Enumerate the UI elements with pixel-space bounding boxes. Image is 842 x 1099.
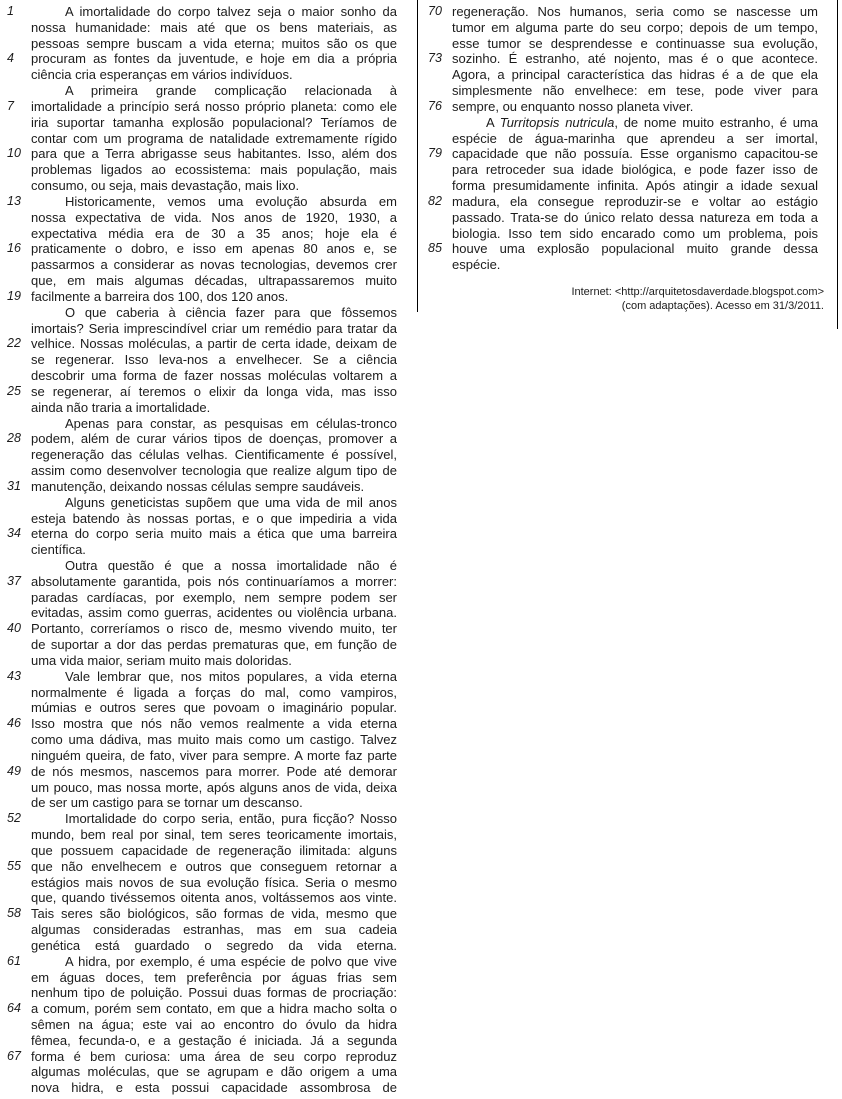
line-number: 70 [428,4,442,18]
line-text: de ser um castigo para se tornar um descanso. [31,795,303,811]
line-text: nossa humanidade: mais até que os bens materiais, as [31,19,397,35]
text-line [0,748,417,764]
line-text: regeneração. Nos humanos, seria como se nascesse um [452,4,818,19]
text-line [0,590,417,606]
line-number: 40 [7,621,21,636]
line-number [0,922,31,938]
line-text: A hidra, por exemplo, é uma espécie de polvo que vive [65,953,397,969]
line-number [0,732,31,748]
line-number [0,162,31,178]
line-number [0,178,31,194]
line-text: nova hidra, e esta possui capacidade assombrosa de [31,1080,397,1096]
line-text: que, em mais algumas décadas, ultrapassaremos muito [31,273,397,289]
text-line [421,67,838,83]
line-text: Agora, a principal característica das hidras é a de que ela [452,67,818,83]
line-number: 31 [7,478,21,493]
text-line [0,99,417,115]
line-number [0,115,31,131]
line-text: iria suportar tamanha explosão populacional? Teríamos de [31,114,397,130]
citation-line-2: (com adaptações). Acesso em 31/3/2011. [621,299,824,312]
line-text: sozinho. É estranho, até nojento, mas é o que acontece. [452,51,818,67]
line-number [421,83,452,99]
line-number [421,178,452,194]
line-text: que possuem capacidade de regeneração ilimitada: alguns [31,842,397,858]
text-line [0,431,417,447]
text-column-left [0,4,417,1096]
text-line [0,146,417,162]
text-line [0,352,417,368]
text-line [0,780,417,796]
text-line [0,194,417,210]
line-text: tumor em alguma parte do seu corpo; depois de um tempo, [452,19,818,35]
text-line [0,653,417,669]
text-line [421,241,838,257]
line-text: Vale lembrar que, nos mitos populares, a vida eterna [65,668,397,684]
line-number [0,590,31,606]
line-number: 34 [7,526,21,541]
line-number [421,210,452,226]
line-number: 73 [428,51,442,66]
line-text: Tais seres são biológicos, são formas de vida, mesmo que [31,906,397,922]
line-number [0,558,31,574]
line-number: 1 [7,4,14,18]
line-number [0,1064,31,1080]
text-line [0,241,417,257]
line-number [0,131,31,147]
text-line [0,574,417,590]
line-text: contar com um programa de natalidade extremamente rígido [31,130,397,146]
text-line [421,20,838,36]
text-line [0,83,417,99]
line-text: mundo, bem real por sinal, tem seres teoricamente imortais, [31,827,397,843]
line-number [421,226,452,242]
line-number [0,321,31,337]
text-line [421,226,838,242]
text-line [0,985,417,1001]
line-text: forma é bem curiosa: uma área de seu corpo reproduz [31,1048,397,1064]
line-text: O que caberia à ciência fazer para que fôssemos [65,304,397,320]
text-line [0,605,417,621]
text-line [0,51,417,67]
line-text: Alguns geneticistas supõem que uma vida de mil anos [65,494,397,510]
text-line [0,131,417,147]
line-number [0,970,31,986]
line-text: normalmente é ligada a forças do mal, como vampiros, [31,684,397,700]
line-text: de suportar a dor das perdas prematuras que, em função de [31,637,397,653]
line-text: um pouco, mas nossa morte, após alguns anos de vida, deixa [31,779,397,795]
text-line [0,463,417,479]
text-line [421,257,838,273]
line-text: forma presumidamente infinita. Após atingir a idade sexual [452,178,818,194]
line-text: expectativa média era de 30 a 35 anos; hoje ela é [31,225,397,241]
line-number: 79 [428,146,442,161]
line-text: ciência cria esperanças em vários indivíduos. [31,67,293,83]
text-line [421,36,838,52]
line-text: consumo, ou seja, mais devastação, mais lixo. [31,178,300,194]
line-number [0,985,31,1001]
line-text: assim como desenvolver tecnologia que realize algum tipo de [31,463,397,479]
text-line [0,115,417,131]
line-number [0,748,31,764]
line-number: 16 [7,241,21,256]
line-text: estágios mais novos de sua evolução física. Seria o mesmo [31,874,397,890]
line-text: Historicamente, vemos uma evolução absurda em [65,193,397,209]
line-text: passado. Trata-se do único relato dessa natureza em toda a [452,209,818,225]
text-line [0,843,417,859]
line-number: 76 [428,98,442,113]
text-line [0,700,417,716]
text-line [0,305,417,321]
line-number [0,36,31,52]
line-number [421,20,452,36]
line-text: A primeira grande complicação relacionada à [65,83,397,99]
text-line [0,400,417,416]
text-line [0,273,417,289]
line-number: 13 [7,193,21,208]
line-text: Isso mostra que nós não vemos realmente a vida eterna [31,716,397,732]
line-number [0,542,31,558]
text-line [0,795,417,811]
line-number [0,210,31,226]
text-line [0,526,417,542]
line-text: espécie. [452,257,501,273]
line-number: 28 [7,431,21,446]
text-line [0,954,417,970]
line-text: A imortalidade do corpo talvez seja o maior sonho da [65,4,397,19]
text-line [0,811,417,827]
line-number: 7 [7,98,14,113]
line-number [0,352,31,368]
line-text: evitadas, assim como guerras, acidentes ou violência urbana. [31,605,397,621]
line-text: nenhum tipo de poluição. Possui duas formas de procriação: [31,985,397,1001]
line-text: simplesmente não envelhece: em tese, pode viver para [452,83,818,99]
text-line [0,4,417,20]
text-line [0,416,417,432]
line-text: A Turritopsis nutricula, de nome muito estranho, é uma [486,114,818,130]
line-text: que não envelhecem e outros que conseguem retornar a [31,858,397,874]
text-line [0,764,417,780]
line-text: imortais? Seria imprescindível criar um remédio para tratar da [31,320,397,336]
text-line [0,1017,417,1033]
line-number [421,115,452,131]
text-line [421,146,838,162]
text-line [0,1080,417,1096]
line-text: científica. [31,542,86,558]
line-number [0,226,31,242]
line-text: sempre, ou enquanto nosso planeta viver. [452,98,694,114]
text-line [421,99,838,115]
line-number [0,653,31,669]
line-number [421,162,452,178]
line-number [0,605,31,621]
line-number [0,827,31,843]
source-citation [571,286,824,313]
line-number [0,20,31,36]
line-text: se regenerar, aí teremos o elixir da longa vida, mas isso [31,383,397,399]
line-number [0,368,31,384]
line-text: podem, além de curar vários tipos de doenças, promover a [31,431,397,447]
column-divider-line [417,0,418,312]
line-text: passarmos a considerar as novas tecnologias, devemos crer [31,257,397,273]
line-text: capacidade que não possuía. Esse organismo capacitou-se [452,146,818,162]
line-number [0,305,31,321]
line-text: em águas doces, tem preferência por águas frias sem [31,969,397,985]
text-column-right [421,4,838,273]
line-text: nossa expectativa de vida. Nos anos de 1920, 1930, a [31,209,397,225]
text-line [0,938,417,954]
line-text: Apenas para constar, as pesquisas em células-tronco [65,415,397,431]
line-number [0,463,31,479]
line-number [0,1033,31,1049]
text-line [0,890,417,906]
line-text: que, quando tivéssemos oitenta anos, voltássemos aos vinte. [31,890,397,906]
line-text: eterna do corpo seria muito mais a ética que uma barreira [31,526,397,542]
line-number [0,416,31,432]
text-line [0,922,417,938]
text-line [421,51,838,67]
text-line [0,178,417,194]
text-line [0,67,417,83]
line-number [0,400,31,416]
text-line [0,321,417,337]
line-text: facilmente a barreira dos 100, dos 120 anos. [31,288,289,304]
text-line [0,226,417,242]
line-text: como uma dádiva, mas muito mais como um castigo. Talvez [31,732,397,748]
line-text: velhice. Nossas moléculas, a partir de certa idade, deixam de [31,336,397,352]
text-line [421,178,838,194]
line-number: 85 [428,241,442,256]
line-number [0,495,31,511]
text-line [0,162,417,178]
line-number: 4 [7,51,14,66]
line-text: descobrir uma forma de fazer nossas moléculas voltarem a [31,368,397,384]
line-number [421,67,452,83]
text-line [0,637,417,653]
line-number [421,131,452,147]
line-text: esteja batendo às nossas portas, e o que impediria a vida [31,510,397,526]
citation-line-1: Internet: <http://arquitetosdaverdade.blogspot.com> [571,286,824,298]
text-line [0,495,417,511]
line-number [0,273,31,289]
line-text: Portanto, correríamos o risco de, mesmo vivendo muito, ter [31,621,397,637]
line-text: houve uma explosão populacional muito grande dessa [452,241,818,257]
line-number: 82 [428,193,442,208]
line-text: espécie de água-marinha que aprendeu a ser imortal, [452,130,818,146]
line-text: de nós mesmos, nascemos para morrer. Pode até demorar [31,763,397,779]
text-line [0,669,417,685]
text-line [421,210,838,226]
text-line [421,131,838,147]
line-text: imortalidade a princípio será nosso próprio planeta: como ele [31,98,397,114]
line-text: Outra questão é que a nossa imortalidade não é [65,557,397,573]
line-number [421,36,452,52]
text-line [0,511,417,527]
line-number: 22 [7,336,21,351]
line-number [0,795,31,811]
line-text: biologia. Isso tem sido encarado como um problema, pois [452,225,818,241]
line-text: sêmen na água; este vai ao encontro do óvulo da hidra [31,1017,397,1032]
text-line [0,875,417,891]
line-text: praticamente o dobro, e isso em apenas 80 anos e, se [31,241,397,257]
text-line [0,970,417,986]
line-number [0,1080,31,1096]
line-number [0,938,31,954]
line-text: a comum, porém sem contato, em que a hidra macho solta o [31,1001,397,1017]
line-number [421,257,452,273]
line-number: 49 [7,763,21,778]
line-text: para que a Terra abrigasse seus habitantes. Isso, além dos [31,146,397,162]
text-line [0,558,417,574]
line-text: pessoas sempre buscam a vida eterna; muitos são os que [31,35,397,51]
text-line [421,115,838,131]
text-line [0,257,417,273]
line-text: problemas ligados ao ecossistema: mais população, mais [31,162,397,178]
line-number [0,257,31,273]
text-line [0,621,417,637]
line-number: 64 [7,1001,21,1016]
line-number: 25 [7,383,21,398]
line-text: procuram as fontes da juventude, e hoje em dia a própria [31,51,397,67]
text-line [0,906,417,922]
line-number: 58 [7,906,21,921]
line-number [0,447,31,463]
line-text: para retroceder sua idade biológica, e pode fazer isso de [452,162,818,178]
line-text: madura, ela consegue reproduzir-se e voltar ao estágio [452,193,818,209]
text-line [421,4,838,20]
text-line [0,827,417,843]
italic-species-name: Turritopsis nutricula [499,114,615,130]
line-number [0,843,31,859]
text-line [0,479,417,495]
text-line [0,289,417,305]
line-text: algumas moléculas, que se agrupam e dão origem a uma [31,1064,397,1080]
line-number [0,83,31,99]
text-line [0,20,417,36]
line-number [0,67,31,83]
text-line [0,210,417,226]
text-line [0,447,417,463]
line-text: fêmea, fecunda-o, e a gestação é iniciada. Já a segunda [31,1032,397,1048]
line-text: ninguém queira, de fato, viver para sempre. A morte faz parte [31,747,397,763]
line-number [0,890,31,906]
line-text: múmias e outros seres que povoam o imaginário popular. [31,700,397,716]
text-line [0,1064,417,1080]
line-number [0,637,31,653]
line-text: Imortalidade do corpo seria, então, pura ficção? Nosso [65,811,397,827]
line-number: 52 [7,811,21,826]
line-text: regeneração das células velhas. Cientificamente é possível, [31,447,397,463]
text-line [0,732,417,748]
line-number: 61 [7,953,21,968]
line-text: se regenerar. Isso leva-nos a envelhecer. Se a ciência [31,352,397,368]
text-line [0,384,417,400]
line-text: algumas consideradas estranhas, mas em sua cadeia [31,922,397,938]
text-line [0,859,417,875]
line-text: esse tumor se desprendesse e continuasse sua evolução, [452,35,818,51]
text-line [421,194,838,210]
line-text: ainda não traria a imortalidade. [31,399,211,415]
text-line [0,1001,417,1017]
text-line [0,1033,417,1049]
line-number: 10 [7,146,21,161]
line-text: manutenção, deixando nossas células sempre saudáveis. [31,478,365,494]
line-number [0,700,31,716]
right-border-line [837,0,838,329]
line-number [0,1017,31,1033]
line-text: paradas cardíacas, por exemplo, nem sempre podem ser [31,589,397,605]
text-line [0,685,417,701]
text-line [0,716,417,732]
text-line [0,336,417,352]
line-number [0,780,31,796]
line-number [0,511,31,527]
line-number: 37 [7,573,21,588]
text-line [0,542,417,558]
line-number [0,875,31,891]
text-line [421,162,838,178]
line-text: absolutamente garantida, pois nós continuaríamos a morrer: [31,573,397,589]
line-text: uma vida maior, seriam muito mais doloridas. [31,652,292,668]
line-number: 46 [7,716,21,731]
line-number [0,685,31,701]
text-line [0,36,417,52]
text-line [0,1049,417,1065]
text-line [421,83,838,99]
line-number: 43 [7,668,21,683]
line-number: 55 [7,858,21,873]
line-number: 67 [7,1048,21,1063]
line-text: genética está guardado o segredo da vida eterna. [31,937,397,953]
line-number: 19 [7,288,21,303]
text-line [0,368,417,384]
